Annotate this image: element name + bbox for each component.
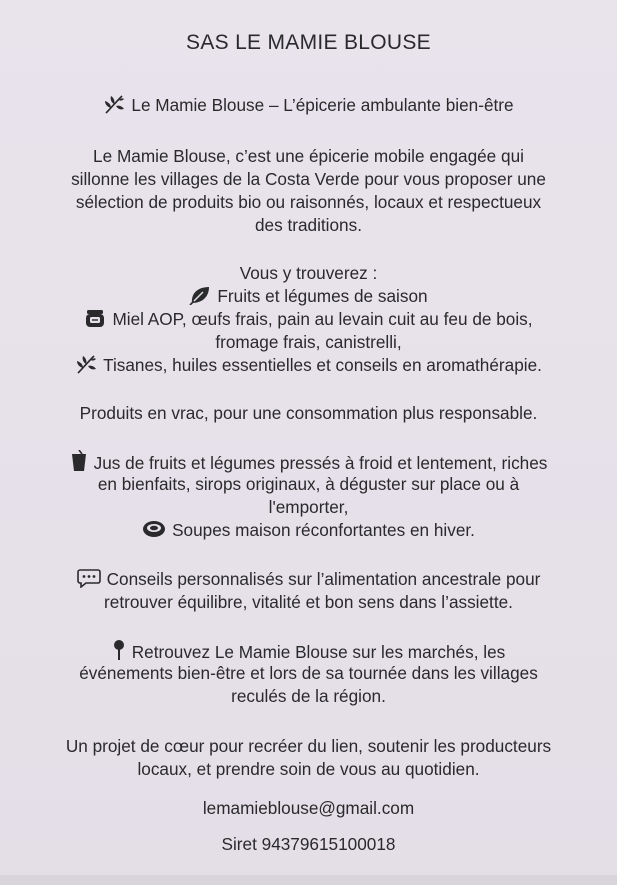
soup-bowl-icon xyxy=(142,519,166,539)
speech-bubble-icon xyxy=(77,568,101,588)
juice-line: l'emporter, xyxy=(268,497,349,517)
soups-text: Soupes maison réconfortantes en hiver. xyxy=(172,520,475,540)
juice-text: Jus de fruits et légumes pressés à froid et lentement, riches xyxy=(93,453,548,473)
item-honey xyxy=(0,308,617,331)
intro-line: sillonne les villages de la Costa Verde pour vous proposer une xyxy=(71,169,546,189)
project-line: locaux, et prendre soin de vous au quotidien. xyxy=(137,759,480,779)
tagline-text: Le Mamie Blouse – L’épicerie ambulante bien-être xyxy=(131,95,514,115)
email: lemamieblouse@gmail.com xyxy=(202,798,415,818)
pushpin-icon xyxy=(112,639,126,661)
intro-line: sélection de produits bio ou raisonnés, locaux et respectueux xyxy=(75,192,542,212)
advice-line xyxy=(0,568,617,591)
intro-line: Le Mamie Blouse, c’est une épicerie mobile engagée qui xyxy=(93,146,524,166)
project-line: Un projet de cœur pour recréer du lien, soutenir les producteurs xyxy=(65,736,552,756)
item-fruits-text: Fruits et légumes de saison xyxy=(217,286,428,306)
herb-icon xyxy=(103,94,125,114)
page-title: SAS LE MAMIE BLOUSE xyxy=(186,31,431,54)
leaf-icon xyxy=(189,285,211,305)
herb-icon xyxy=(75,354,97,374)
markets-line: reculés de la région. xyxy=(231,686,386,706)
soups-line xyxy=(0,519,617,542)
advice-text: Conseils personnalisés sur l’alimentation ancestrale pour xyxy=(106,569,541,589)
item-fruits xyxy=(0,285,617,308)
bulk-text: Produits en vrac, pour une consommation plus responsable. xyxy=(79,403,538,423)
intro-line: des traditions. xyxy=(254,215,362,235)
item-honey-continued: fromage frais, canistrelli, xyxy=(215,332,402,352)
item-honey-text: Miel AOP, œufs frais, pain au levain cuit au feu de bois, xyxy=(112,309,533,329)
juice-cup-icon xyxy=(70,450,88,472)
honey-jar-icon xyxy=(84,308,106,328)
juice-line xyxy=(0,450,617,475)
advice-line: retrouver équilibre, vitalité et bon sens dans l’assiette. xyxy=(104,592,513,612)
markets-line: événements bien-être et lors de sa tournée dans les villages xyxy=(79,663,538,683)
siret: Siret 94379615100018 xyxy=(221,834,396,854)
find-heading: Vous y trouverez : xyxy=(239,263,378,283)
tagline xyxy=(0,94,617,117)
item-tisanes xyxy=(0,354,617,377)
markets-line xyxy=(0,639,617,664)
juice-line: en bienfaits, sirops originaux, à déguster sur place ou à xyxy=(97,474,520,494)
markets-text: Retrouvez Le Mamie Blouse sur les marchés, les xyxy=(131,642,506,662)
item-tisanes-text: Tisanes, huiles essentielles et conseils en aromathérapie. xyxy=(103,355,542,375)
